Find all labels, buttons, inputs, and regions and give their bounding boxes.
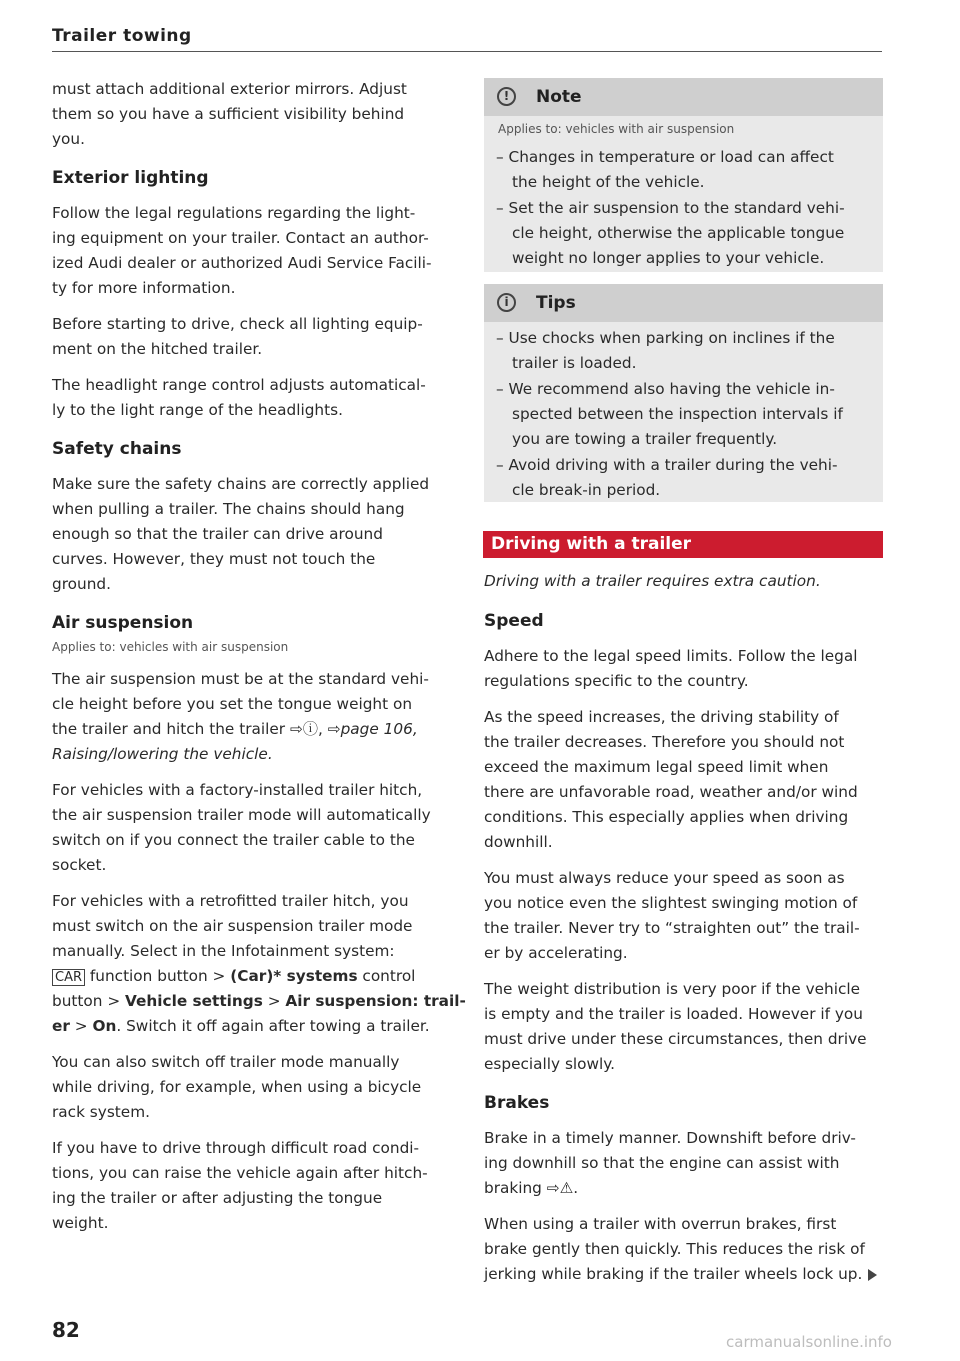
body-text: ty for more information. (52, 279, 236, 297)
section-intro: Driving with a trailer requires extra caution. (484, 572, 821, 590)
body-text: them so you have a sufficient visibility behind (52, 105, 405, 123)
tips-title: Tips (536, 293, 576, 313)
note-text: – Changes in temperature or load can affect (496, 148, 834, 166)
body-text: ing downhill so that the engine can assist with (484, 1154, 840, 1172)
heading-exterior-lighting: Exterior lighting (52, 168, 209, 188)
body-text: weight. (52, 1214, 109, 1232)
body-text: the trailer. Never try to “straighten out” the trail- (484, 919, 860, 937)
info-icon: i (497, 293, 516, 312)
body-text: curves. However, they must not touch the (52, 550, 376, 568)
applies-to-label: Applies to: vehicles with air suspension (498, 122, 735, 136)
note-box (484, 78, 883, 272)
body-text: When using a trailer with overrun brakes, first (484, 1215, 837, 1233)
body-text-menu-path: CAR function button > (Car)* systems control (52, 964, 415, 989)
body-text: ing the trailer or after adjusting the tongue (52, 1189, 383, 1207)
warning-reference-link[interactable]: ⇨⚠. (546, 1179, 579, 1197)
exclamation-icon: ! (497, 87, 516, 106)
header-divider (52, 51, 882, 52)
body-text: socket. (52, 856, 107, 874)
body-text: you notice even the slightest swinging motion of (484, 894, 858, 912)
note-text: – Set the air suspension to the standard vehi- (496, 199, 845, 217)
body-text: tions, you can raise the vehicle again after hitch- (52, 1164, 428, 1182)
note-header (484, 78, 883, 116)
heading-brakes: Brakes (484, 1093, 550, 1113)
note-text: weight no longer applies to your vehicle. (512, 249, 825, 267)
body-text: switch on if you connect the trailer cable to the (52, 831, 415, 849)
body-text-with-reference: the trailer and hitch the trailer ⇨ⓘ, ⇨page 106, (52, 720, 418, 738)
tips-box (484, 284, 883, 502)
body-text: The headlight range control adjusts automatical- (52, 376, 426, 394)
body-text-with-reference: braking ⇨⚠. (484, 1179, 579, 1197)
body-text-menu-path: button > Vehicle settings > Air suspension: trail- (52, 992, 466, 1010)
continued-arrow-icon (868, 1269, 877, 1281)
tips-header (484, 284, 883, 322)
section-title-bar (483, 531, 883, 558)
applies-to-label: Applies to: vehicles with air suspension (52, 640, 289, 654)
note-text: the height of the vehicle. (512, 173, 705, 191)
body-text: The weight distribution is very poor if the vehicle (484, 980, 861, 998)
body-text: ment on the hitched trailer. (52, 340, 263, 358)
body-text: is empty and the trailer is loaded. However if you (484, 1005, 863, 1023)
tips-text: – We recommend also having the vehicle in- (496, 380, 835, 398)
body-text: rack system. (52, 1103, 150, 1121)
body-text: Brake in a timely manner. Downshift before driv- (484, 1129, 856, 1147)
tips-text: – Use chocks when parking on inclines if the (496, 329, 835, 347)
body-text: there are unfavorable road, weather and/or wind (484, 783, 858, 801)
body-text: ground. (52, 575, 111, 593)
body-text: er by accelerating. (484, 944, 628, 962)
body-text: ly to the light range of the headlights. (52, 401, 343, 419)
body-text: For vehicles with a retrofitted trailer hitch, you (52, 892, 409, 910)
tips-text: cle break-in period. (512, 481, 661, 499)
watermark: carmanualsonline.info (726, 1333, 892, 1351)
body-text: when pulling a trailer. The chains should hang (52, 500, 405, 518)
body-text: As the speed increases, the driving stability of (484, 708, 839, 726)
tips-text: – Avoid driving with a trailer during the vehi- (496, 456, 838, 474)
heading-speed: Speed (484, 611, 544, 631)
page-reference-link[interactable]: page 106, (340, 720, 418, 738)
body-text: brake gently then quickly. This reduces the risk of (484, 1240, 865, 1258)
page-number: 82 (52, 1318, 80, 1342)
cross-reference-link[interactable]: ⇨ⓘ, ⇨ (289, 720, 341, 738)
heading-air-suspension: Air suspension (52, 613, 194, 633)
body-text: regulations specific to the country. (484, 672, 749, 690)
page-reference-title: Raising/lowering the vehicle. (52, 745, 273, 763)
section-title: Driving with a trailer (491, 534, 692, 554)
heading-safety-chains: Safety chains (52, 439, 182, 459)
body-text: especially slowly. (484, 1055, 616, 1073)
body-text: the air suspension trailer mode will automatically (52, 806, 431, 824)
body-text: ing equipment on your trailer. Contact an author- (52, 229, 429, 247)
body-text: while driving, for example, when using a bicycle (52, 1078, 422, 1096)
body-text: You must always reduce your speed as soon as (484, 869, 845, 887)
running-header: Trailer towing (52, 26, 192, 46)
body-text: Before starting to drive, check all lighting equip- (52, 315, 423, 333)
body-text: downhill. (484, 833, 553, 851)
body-text: Follow the legal regulations regarding the light- (52, 204, 416, 222)
body-text-menu-path: er > On. Switch it off again after towing a trailer. (52, 1017, 430, 1035)
body-text: ized Audi dealer or authorized Audi Service Facili- (52, 254, 432, 272)
body-text: exceed the maximum legal speed limit when (484, 758, 829, 776)
tips-text: you are towing a trailer frequently. (512, 430, 778, 448)
body-text: For vehicles with a factory-installed trailer hitch, (52, 781, 423, 799)
body-text: the trailer decreases. Therefore you should not (484, 733, 845, 751)
body-text: must attach additional exterior mirrors. Adjust (52, 80, 407, 98)
body-text: cle height before you set the tongue weight on (52, 695, 413, 713)
note-text: cle height, otherwise the applicable tongue (512, 224, 845, 242)
body-text: Make sure the safety chains are correctly applied (52, 475, 430, 493)
body-text-continued: jerking while braking if the trailer wheels lock up. (484, 1262, 877, 1287)
body-text: The air suspension must be at the standard vehi- (52, 670, 429, 688)
body-text: you. (52, 130, 85, 148)
tips-text: spected between the inspection intervals if (512, 405, 843, 423)
body-text: manually. Select in the Infotainment system: (52, 942, 395, 960)
body-text: conditions. This especially applies when driving (484, 808, 849, 826)
body-text: You can also switch off trailer mode manually (52, 1053, 400, 1071)
body-text: must switch on the air suspension trailer mode (52, 917, 413, 935)
car-key-label: CAR (52, 969, 85, 986)
body-text: must drive under these circumstances, then drive (484, 1030, 867, 1048)
body-text: enough so that the trailer can drive around (52, 525, 383, 543)
tips-text: trailer is loaded. (512, 354, 637, 372)
body-text: Adhere to the legal speed limits. Follow the legal (484, 647, 858, 665)
note-title: Note (536, 87, 582, 107)
body-text: If you have to drive through difficult road condi- (52, 1139, 420, 1157)
